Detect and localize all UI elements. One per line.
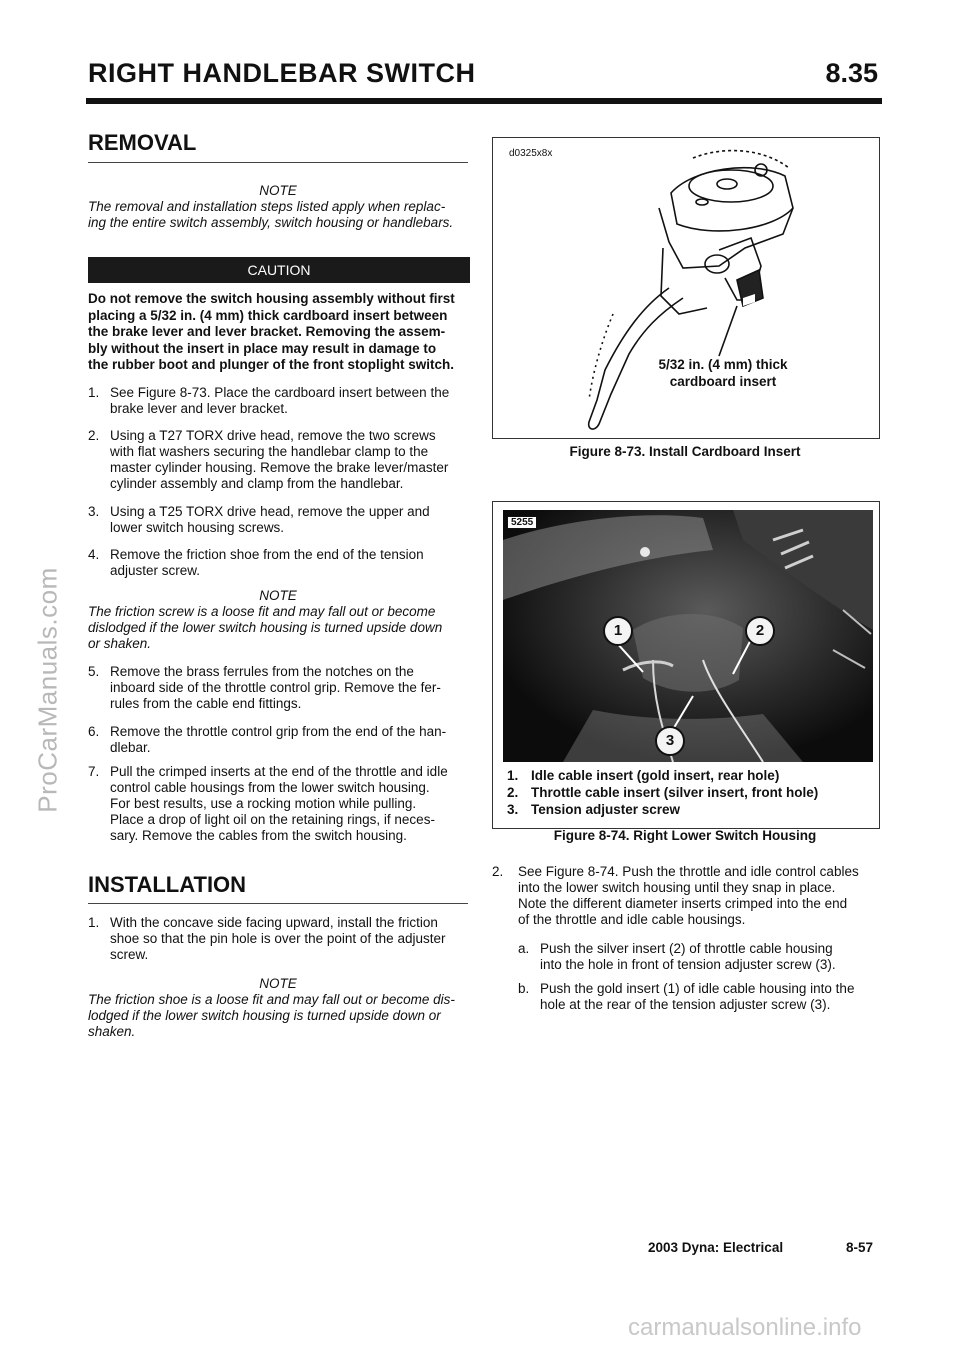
step-line: rules from the cable end fittings.: [110, 696, 302, 711]
installation-rule: [88, 903, 468, 904]
watermark-text: ProCarManuals.com: [32, 567, 63, 813]
note-line: The friction shoe is a loose fit and may fall out or become dis-: [88, 992, 455, 1007]
step-number: 1.: [88, 385, 100, 400]
step-line: With the concave side facing upward, install the friction: [110, 915, 438, 930]
figure-code: d0325x8x: [509, 148, 553, 159]
callout-line: 5/32 in. (4 mm) thick: [658, 357, 788, 372]
step-line: adjuster screw.: [110, 563, 201, 578]
caution-banner: CAUTION: [88, 257, 470, 283]
note-text: [88, 604, 478, 652]
figure-8-74-caption: Figure 8-74. Right Lower Switch Housing: [553, 828, 817, 843]
caution-text: [88, 291, 478, 374]
legend-number: 1.: [507, 768, 519, 783]
figure-8-73-caption: Figure 8-73. Install Cardboard Insert: [569, 444, 801, 459]
installation-step-2: [492, 864, 884, 930]
caution-line: Do not remove the switch housing assembly without first: [88, 291, 455, 306]
step-number: 2.: [492, 864, 504, 879]
note-line: ing the entire switch assembly, switch housing or handlebars.: [88, 215, 454, 230]
callout-line: cardboard insert: [669, 374, 777, 389]
legend-text: Throttle cable insert (silver insert, front hole): [531, 785, 819, 800]
note-line: dislodged if the lower switch housing is turned upside down: [88, 620, 443, 635]
note-label: NOTE: [259, 588, 297, 603]
legend-text: Idle cable insert (gold insert, rear hole): [531, 768, 780, 783]
step-line: Remove the friction shoe from the end of the tension: [110, 547, 424, 562]
step-line: Note the different diameter inserts crimped into the end: [518, 896, 848, 911]
step-line: For best results, use a rocking motion while pulling.: [110, 796, 417, 811]
note-text: [88, 199, 474, 231]
caution-line: the rubber boot and plunger of the front stoplight switch.: [88, 357, 454, 372]
caution-line: bly without the insert in place may result in damage to: [88, 340, 437, 356]
step-line: Remove the throttle control grip from the end of the han-: [110, 724, 447, 739]
step-number: 7.: [88, 764, 100, 779]
step-line: Using a T27 TORX drive head, remove the two screws: [110, 428, 436, 443]
figure-legend: [507, 767, 877, 818]
removal-rule: [88, 162, 468, 163]
removal-step-4: [88, 547, 478, 579]
step-number: 3.: [88, 504, 100, 519]
legend-item: [507, 767, 877, 784]
step-line: Place a drop of light oil on the retaining rings, if neces-: [110, 812, 435, 827]
footer-site-watermark: carmanualsonline.info: [628, 1314, 862, 1341]
caution-line: placing a 5/32 in. (4 mm) thick cardboard insert between: [88, 307, 448, 323]
removal-step-3: [88, 504, 478, 536]
removal-step-6: [88, 724, 478, 756]
installation-substep-b: [518, 981, 884, 1013]
figure-8-73: [492, 137, 880, 439]
page-title: RIGHT HANDLEBAR SWITCH: [88, 58, 476, 88]
step-number: 4.: [88, 547, 100, 562]
removal-step-2: [88, 428, 478, 494]
step-number: 2.: [88, 428, 100, 443]
legend-number: 2.: [507, 785, 519, 800]
step-number: 6.: [88, 724, 100, 739]
note-line: shaken.: [88, 1024, 136, 1039]
step-line: Pull the crimped inserts at the end of the throttle and idle: [110, 764, 448, 779]
step-line: master cylinder housing. Remove the brake lever/master: [110, 460, 449, 475]
step-line: See Figure 8-74. Push the throttle and idle control cables: [518, 864, 859, 879]
installation-substep-a: [518, 941, 884, 973]
installation-step-1: [88, 915, 478, 965]
callout-marker-2: 2: [745, 616, 775, 646]
step-line: Push the gold insert (1) of idle cable housing into the: [540, 981, 855, 996]
step-line: shoe so that the pin hole is over the point of the adjuster: [110, 931, 446, 946]
step-line: inboard side of the throttle control grip. Remove the fer-: [110, 680, 441, 695]
note-line: or shaken.: [88, 636, 152, 651]
note-label: NOTE: [259, 976, 297, 991]
header-rule: [86, 98, 882, 104]
caution-line: the brake lever and lever bracket. Removing the assem-: [88, 324, 446, 339]
switch-housing-photo-art: [503, 510, 873, 762]
step-line: control cable housings from the lower switch housing.: [110, 780, 430, 795]
installation-heading: INSTALLATION: [88, 872, 247, 897]
step-line: screw.: [110, 947, 149, 962]
step-number: 1.: [88, 915, 100, 930]
step-line: dlebar.: [110, 740, 151, 755]
step-line: Using a T25 TORX drive head, remove the upper and: [110, 504, 430, 519]
step-line: hole at the rear of the tension adjuster screw (3).: [540, 997, 831, 1012]
note-line: The friction screw is a loose fit and may fall out or become: [88, 604, 436, 619]
step-line: of the throttle and idle cable housings.: [518, 912, 746, 927]
watermark: [18, 540, 78, 840]
step-line: brake lever and lever bracket.: [110, 401, 288, 416]
step-line: into the hole in front of tension adjuster screw (3).: [540, 957, 836, 972]
note-line: lodged if the lower switch housing is turned upside down or: [88, 1008, 441, 1023]
callout-marker-3: 3: [655, 726, 685, 756]
footer-page-number: 8-57: [846, 1240, 874, 1255]
photo-code: 5255: [507, 516, 537, 529]
step-line: sary. Remove the cables from the switch housing.: [110, 828, 407, 843]
step-line: with flat washers securing the handlebar clamp to the: [110, 444, 429, 459]
step-number: b.: [518, 981, 530, 996]
removal-step-1: [88, 385, 478, 417]
step-line: Push the silver insert (2) of throttle cable housing: [540, 941, 833, 956]
legend-text: Tension adjuster screw: [531, 802, 681, 817]
step-line: lower switch housing screws.: [110, 520, 285, 535]
removal-step-5: [88, 664, 478, 714]
step-line: See Figure 8-73. Place the cardboard insert between the: [110, 385, 450, 400]
switch-housing-photo: [503, 510, 873, 762]
step-number: a.: [518, 941, 530, 956]
note-text: [88, 992, 478, 1040]
figure-callout-label: [623, 356, 823, 390]
brake-lever-illustration: [493, 138, 879, 438]
step-line: into the lower switch housing until they snap in place.: [518, 880, 836, 895]
note-label: NOTE: [259, 183, 297, 198]
step-line: cylinder assembly and clamp from the handlebar.: [110, 476, 404, 491]
legend-number: 3.: [507, 802, 519, 817]
legend-item: [507, 784, 877, 801]
step-number: 5.: [88, 664, 100, 679]
legend-item: [507, 801, 877, 818]
section-number: 8.35: [825, 58, 878, 88]
footer-book-title: 2003 Dyna: Electrical: [648, 1240, 784, 1255]
callout-marker-1: 1: [603, 616, 633, 646]
figure-8-74: [492, 501, 880, 829]
removal-heading: REMOVAL: [88, 130, 197, 155]
removal-step-7: [88, 764, 478, 846]
step-line: Remove the brass ferrules from the notches on the: [110, 664, 414, 679]
note-line: The removal and installation steps listed apply when replac-: [88, 199, 446, 214]
